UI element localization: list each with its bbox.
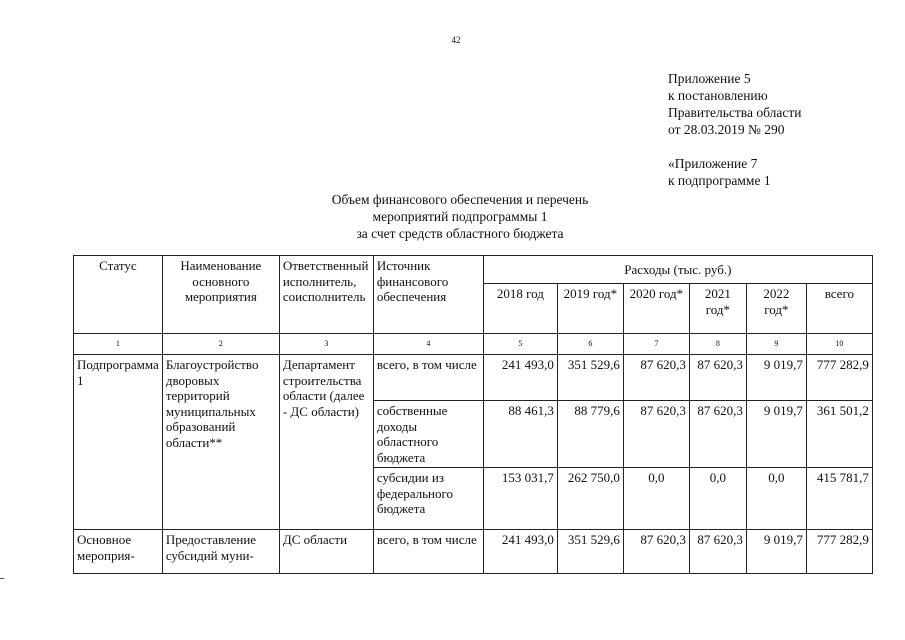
column-index: 10	[806, 334, 872, 355]
table-row	[74, 355, 873, 401]
source-cell: субсидии из федерального бюджета	[373, 468, 483, 530]
status-cell: Подпрограмма 1	[74, 355, 163, 530]
column-index: 8	[689, 334, 746, 355]
value-total: 777 282,9	[806, 355, 872, 401]
value-2022: 9 019,7	[746, 530, 806, 574]
source-cell: собственные доходы областного бюджета	[373, 401, 483, 468]
appendix-line: к постановлению	[668, 88, 768, 103]
value-2021: 0,0	[689, 468, 746, 530]
header-expenses: Расходы (тыс. руб.)	[483, 256, 872, 284]
header-total: всего	[806, 284, 872, 334]
value-2021: 87 620,3	[689, 401, 746, 468]
value-2022: 0,0	[746, 468, 806, 530]
appendix-line: Приложение 5	[668, 71, 751, 86]
value-2019: 351 529,6	[557, 530, 623, 574]
executor-cell: ДС области	[279, 530, 373, 574]
title-line: за счет средств областного бюджета	[356, 226, 564, 241]
value-total: 415 781,7	[806, 468, 872, 530]
header-source: Источник финансового обеспечения	[373, 256, 483, 334]
value-total: 777 282,9	[806, 530, 872, 574]
column-index: 5	[483, 334, 557, 355]
value-2019: 351 529,6	[557, 355, 623, 401]
title-line: мероприятий подпрограммы 1	[372, 209, 548, 224]
column-index: 4	[373, 334, 483, 355]
executor-cell: Департамент строительства области (далее - ДС области)	[279, 355, 373, 530]
appendix-line: от 28.03.2019 № 290	[668, 122, 785, 137]
margin-mark	[0, 578, 4, 579]
column-index: 1	[74, 334, 163, 355]
value-2018: 88 461,3	[483, 401, 557, 468]
appendix-line: к подпрограмме 1	[668, 173, 771, 188]
header-year-2019: 2019 год*	[557, 284, 623, 334]
status-cell: Основное мероприя-	[74, 530, 163, 574]
value-2018: 153 031,7	[483, 468, 557, 530]
appendix-line: «Приложение 7	[668, 156, 758, 171]
value-total: 361 501,2	[806, 401, 872, 468]
value-2019: 88 779,6	[557, 401, 623, 468]
column-index-row	[74, 334, 873, 355]
value-2020: 87 620,3	[623, 530, 689, 574]
page-number: 42	[451, 35, 461, 45]
value-2022: 9 019,7	[746, 355, 806, 401]
header-status: Статус	[74, 256, 163, 334]
appendix-line: Правительства области	[668, 105, 802, 120]
column-index: 9	[746, 334, 806, 355]
header-year-2018: 2018 год	[483, 284, 557, 334]
value-2020: 0,0	[623, 468, 689, 530]
column-index: 2	[162, 334, 279, 355]
header-year-2021: 2021 год*	[689, 284, 746, 334]
table-row	[74, 530, 873, 574]
header-executor: Ответственный исполнитель, соисполнитель	[279, 256, 373, 334]
document-title	[220, 191, 700, 242]
appendix-block	[668, 70, 801, 138]
column-index: 6	[557, 334, 623, 355]
source-cell: всего, в том числе	[373, 355, 483, 401]
activity-name-cell: Предоставление субсидий муни-	[162, 530, 279, 574]
source-cell: всего, в том числе	[373, 530, 483, 574]
value-2021: 87 620,3	[689, 530, 746, 574]
value-2021: 87 620,3	[689, 355, 746, 401]
header-year-2020: 2020 год*	[623, 284, 689, 334]
value-2022: 9 019,7	[746, 401, 806, 468]
activity-name-cell: Благоустройство дворовых территорий муниципальных образований области**	[162, 355, 279, 530]
column-index: 3	[279, 334, 373, 355]
header-name: Наименование основного мероприятия	[162, 256, 279, 334]
original-appendix-block	[668, 155, 771, 189]
value-2020: 87 620,3	[623, 401, 689, 468]
value-2019: 262 750,0	[557, 468, 623, 530]
value-2018: 241 493,0	[483, 355, 557, 401]
header-year-2022: 2022 год*	[746, 284, 806, 334]
financing-table	[73, 255, 873, 574]
title-line: Объем финансового обеспечения и перечень	[331, 192, 589, 207]
column-index: 7	[623, 334, 689, 355]
value-2018: 241 493,0	[483, 530, 557, 574]
value-2020: 87 620,3	[623, 355, 689, 401]
